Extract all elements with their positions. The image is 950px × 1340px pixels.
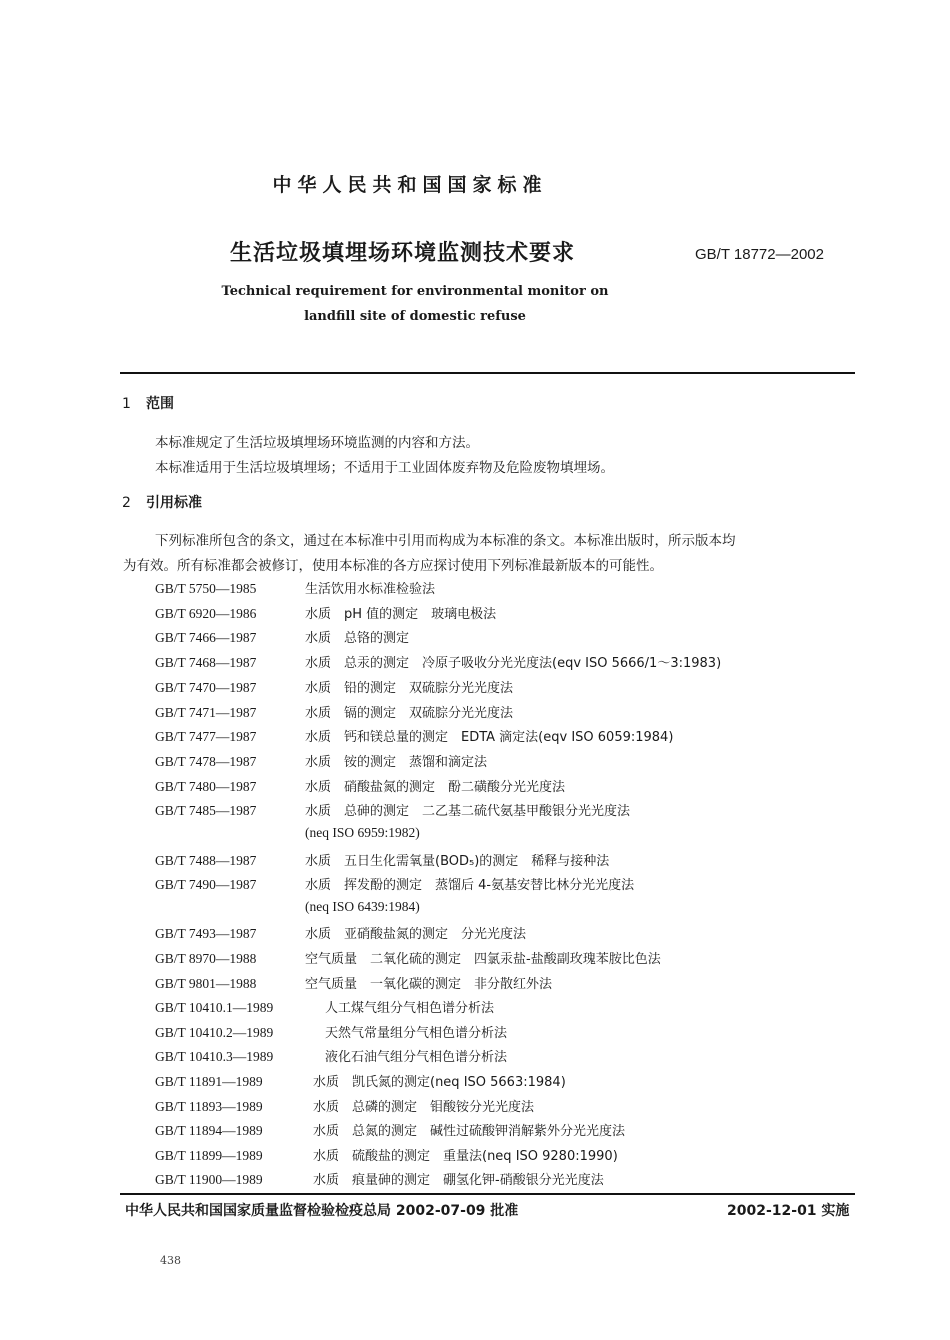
ref-code: GB/T 11900—1989 — [155, 1172, 263, 1187]
ref-text: 水质 凯氏氮的测定(neq ISO 5663:1984) — [313, 1075, 566, 1090]
national-standard-heading: 中华人民共和国国家标准 — [272, 174, 548, 196]
ref-text: 水质 硫酸盐的测定 重量法(neq ISO 9280:1990) — [313, 1149, 618, 1164]
ref-item — [155, 1145, 618, 1165]
footer-divider — [120, 1193, 855, 1195]
ref-text: 生活饮用水标准检验法 — [305, 582, 436, 597]
ref-text: 空气质量 一氧化碳的测定 非分散红外法 — [305, 977, 553, 992]
section-1-para-2: 本标准适用于生活垃圾填埋场；不适用于工业固体废弃物及危险废物填埋场。 — [155, 460, 614, 476]
ref-code: GB/T 7490—1987 — [155, 877, 257, 892]
ref-item — [155, 751, 487, 771]
ref-item — [155, 874, 634, 894]
ref-code: GB/T 11894—1989 — [155, 1123, 263, 1138]
ref-item — [155, 652, 721, 672]
ref-text: 水质 五日生化需氧量(BOD₅)的测定 稀释与接种法 — [305, 854, 610, 869]
ref-code: GB/T 7485—1987 — [155, 803, 257, 818]
section-1-heading — [122, 393, 174, 413]
issuer-approval: 中华人民共和国国家质量监督检验检疫总局 2002-07-09 批准 — [125, 1203, 519, 1219]
ref-item — [155, 850, 609, 870]
ref-text: 水质 铅的测定 双硫腙分光光度法 — [305, 681, 514, 696]
ref-code: GB/T 7488—1987 — [155, 853, 257, 868]
standard-number: GB/T 18772—2002 — [695, 246, 824, 263]
ref-item — [155, 627, 409, 647]
ref-item — [155, 923, 526, 943]
ref-text: 天然气常量组分气相色谱分析法 — [325, 1026, 508, 1041]
section-2-intro-line-1: 下列标准所包含的条文，通过在本标准中引用而构成为本标准的条文。本标准出版时，所示版本均 — [155, 533, 736, 549]
ref-code: GB/T 7493—1987 — [155, 926, 257, 941]
ref-item — [155, 1169, 604, 1189]
ref-text: 水质 亚硝酸盐氮的测定 分光光度法 — [305, 927, 527, 942]
ref-code: GB/T 8970—1988 — [155, 951, 257, 966]
ref-code: GB/T 7466—1987 — [155, 630, 257, 645]
page-number: 438 — [160, 1254, 181, 1267]
section-1-para-1: 本标准规定了生活垃圾填埋场环境监测的内容和方法。 — [155, 435, 479, 451]
ref-code: GB/T 6920—1986 — [155, 606, 257, 621]
ref-item — [155, 1022, 507, 1042]
section-2-heading — [122, 492, 202, 512]
ref-item — [155, 776, 565, 796]
ref-item — [155, 973, 552, 993]
document-title-en-line1: Technical requirement for environmental monitor on — [221, 284, 609, 299]
ref-text: 水质 镉的测定 双硫腙分光光度法 — [305, 706, 514, 721]
ref-item — [155, 578, 435, 598]
ref-text: 水质 挥发酚的测定 蒸馏后 4-氨基安替比林分光光度法 — [305, 878, 635, 893]
ref-text: 水质 总磷的测定 钼酸铵分光光度法 — [313, 1100, 535, 1115]
ref-text: 液化石油气组分气相色谱分析法 — [325, 1050, 508, 1065]
ref-code: GB/T 7480—1987 — [155, 779, 257, 794]
ref-code: GB/T 7477—1987 — [155, 729, 257, 744]
ref-code: GB/T 7471—1987 — [155, 705, 257, 720]
ref-item — [155, 1096, 534, 1116]
ref-text: 水质 总氮的测定 碱性过硫酸钾消解紫外分光光度法 — [313, 1124, 626, 1139]
ref-item — [155, 702, 513, 722]
ref-code: GB/T 11893—1989 — [155, 1099, 263, 1114]
ref-item — [155, 1071, 566, 1091]
section-1-number: 1 — [122, 396, 131, 412]
ref-item — [155, 948, 661, 968]
ref-text: 水质 硝酸盐氮的测定 酚二磺酸分光光度法 — [305, 780, 566, 795]
document-title-en-line2: landfill site of domestic refuse — [304, 309, 526, 324]
header-divider — [120, 372, 855, 374]
ref-text: 水质 pH 值的测定 玻璃电极法 — [305, 607, 497, 622]
effective-date: 2002-12-01 实施 — [727, 1203, 850, 1219]
ref-text: 水质 钙和镁总量的测定 EDTA 滴定法(eqv ISO 6059:1984) — [305, 730, 674, 745]
ref-continuation: (neq ISO 6959:1982) — [305, 825, 420, 840]
section-2-intro-line-2: 为有效。所有标准都会被修订，使用本标准的各方应探讨使用下列标准最新版本的可能性。 — [123, 558, 663, 574]
ref-text: 水质 铵的测定 蒸馏和滴定法 — [305, 755, 488, 770]
ref-item — [155, 726, 673, 746]
ref-continuation: (neq ISO 6439:1984) — [305, 899, 420, 914]
ref-item — [155, 677, 513, 697]
ref-code: GB/T 5750—1985 — [155, 581, 257, 596]
ref-text: 空气质量 二氧化硫的测定 四氯汞盐-盐酸副玫瑰苯胺比色法 — [305, 952, 661, 967]
ref-item — [155, 997, 494, 1017]
ref-code: GB/T 7468—1987 — [155, 655, 257, 670]
ref-code: GB/T 10410.1—1989 — [155, 1000, 274, 1015]
ref-code: GB/T 10410.3—1989 — [155, 1049, 274, 1064]
ref-code: GB/T 11899—1989 — [155, 1148, 263, 1163]
ref-text: 水质 总铬的测定 — [305, 631, 410, 646]
ref-code: GB/T 10410.2—1989 — [155, 1025, 274, 1040]
ref-item — [155, 603, 496, 623]
section-1-title: 范围 — [146, 396, 174, 412]
ref-text: 水质 痕量砷的测定 硼氢化钾-硝酸银分光光度法 — [313, 1173, 604, 1188]
ref-text: 人工煤气组分气相色谱分析法 — [325, 1001, 495, 1016]
ref-item — [155, 1120, 625, 1140]
section-2-title: 引用标准 — [146, 495, 202, 511]
ref-code: GB/T 7470—1987 — [155, 680, 257, 695]
ref-text: 水质 总砷的测定 二乙基二硫代氨基甲酸银分光光度法 — [305, 804, 631, 819]
ref-code: GB/T 7478—1987 — [155, 754, 257, 769]
document-title-cn: 生活垃圾填埋场环境监测技术要求 — [230, 241, 576, 266]
ref-code: GB/T 11891—1989 — [155, 1074, 263, 1089]
ref-text: 水质 总汞的测定 冷原子吸收分光光度法(eqv ISO 5666/1～3:1983) — [305, 656, 722, 671]
ref-code: GB/T 9801—1988 — [155, 976, 257, 991]
section-2-number: 2 — [122, 495, 131, 511]
ref-item — [155, 1046, 507, 1066]
ref-item — [155, 800, 630, 820]
